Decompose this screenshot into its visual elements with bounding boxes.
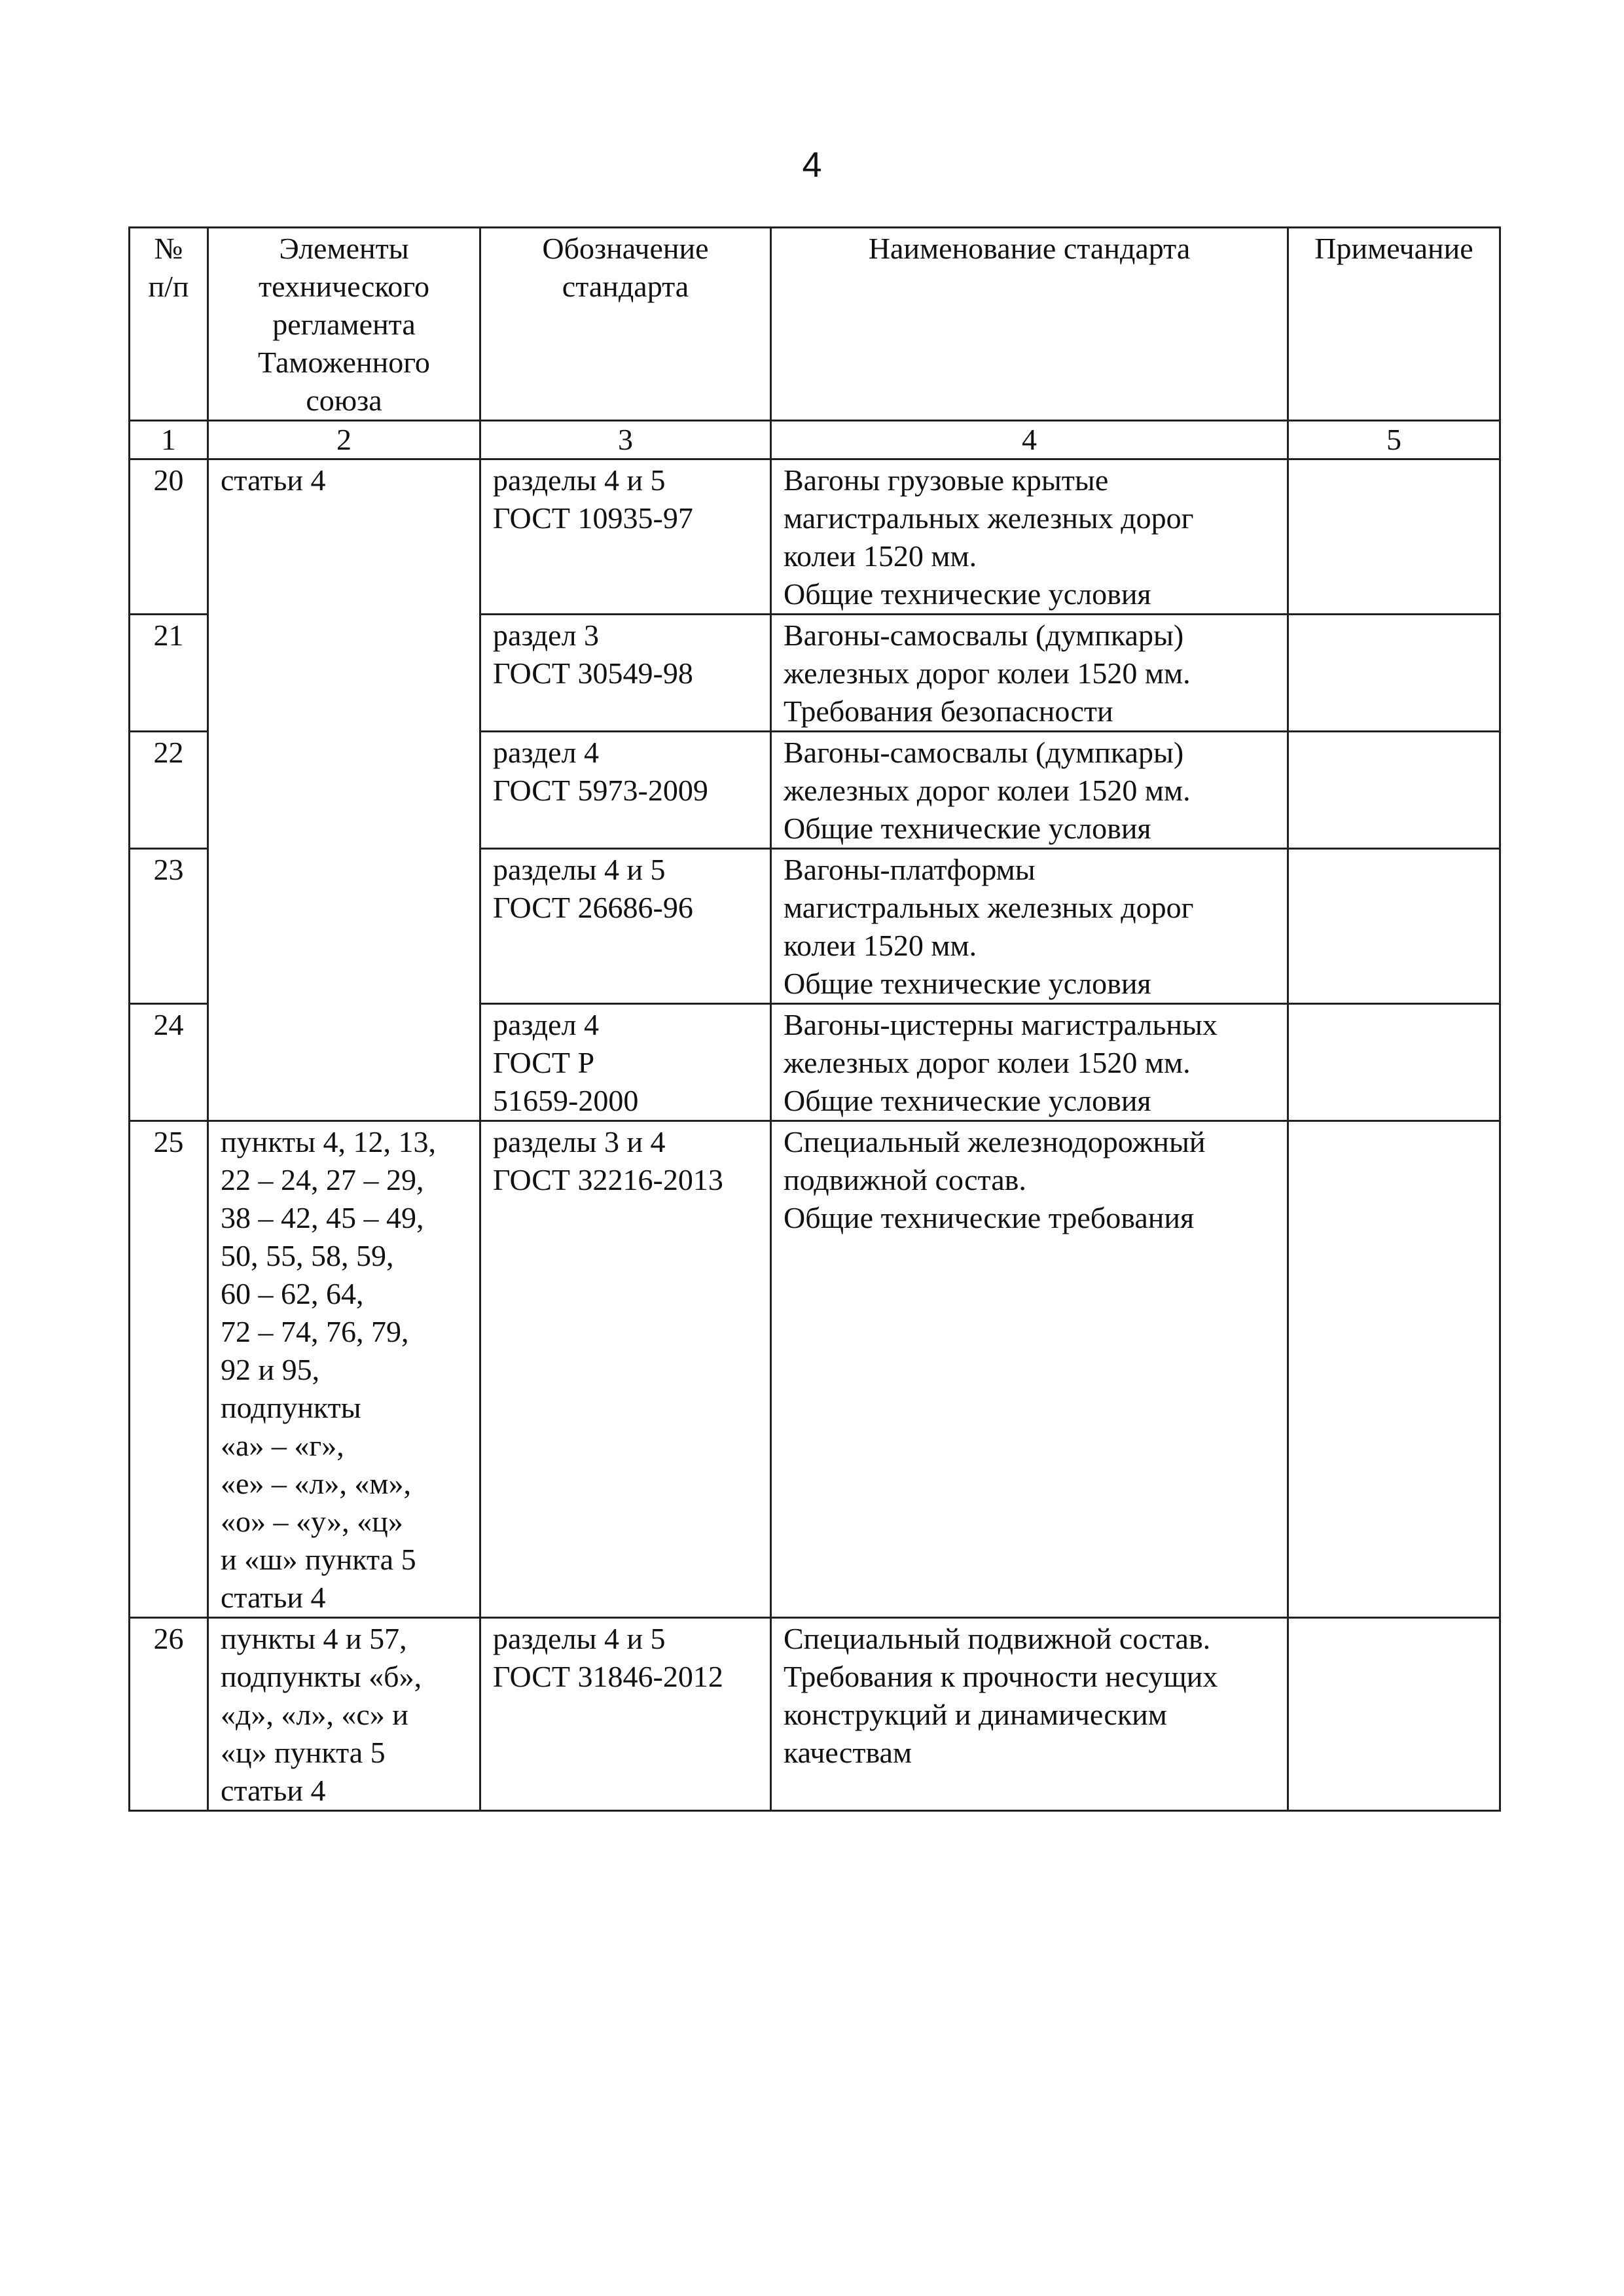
cell-line: Вагоны-самосвалы (думпкары) (784, 736, 1184, 769)
cell-line: Специальный подвижной состав. (784, 1622, 1211, 1655)
cell-line: Вагоны-платформы (784, 853, 1036, 886)
cell-line: «а» – «г», (221, 1429, 344, 1462)
cell-line: Вагоны грузовые крытые (784, 463, 1109, 497)
cell-line: Общие технические условия (784, 967, 1151, 1000)
cell-line: колеи 1520 мм. (784, 539, 977, 573)
header-elements (208, 228, 480, 421)
header-line: Наименование стандарта (868, 232, 1191, 265)
standards-table (128, 226, 1501, 1812)
cell-line: 60 – 62, 64, (221, 1277, 364, 1310)
cell-line: разделы 4 и 5 (493, 463, 666, 497)
column-number: 3 (480, 421, 771, 459)
header-note (1288, 228, 1500, 421)
row-elements (208, 1618, 480, 1811)
cell-line: железных дорог колеи 1520 мм. (784, 774, 1191, 807)
cell-line: статьи 4 (221, 1774, 326, 1807)
row-standard-name (771, 615, 1288, 732)
row-elements-merged: статьи 4 (208, 459, 480, 1121)
cell-line: разделы 4 и 5 (493, 853, 666, 886)
row-number: 23 (130, 849, 208, 1004)
column-number: 5 (1288, 421, 1500, 459)
row-note (1288, 1121, 1500, 1618)
cell-line: подвижной состав. (784, 1163, 1026, 1196)
cell-line: Общие технические условия (784, 577, 1151, 611)
row-note (1288, 615, 1500, 732)
row-note (1288, 732, 1500, 849)
cell-line: раздел 4 (493, 736, 600, 769)
cell-line: Общие технические условия (784, 812, 1151, 845)
header-standard-name (771, 228, 1288, 421)
row-designation (480, 1618, 771, 1811)
row-standard-name (771, 732, 1288, 849)
cell-line: «ц» пункта 5 (221, 1736, 386, 1769)
cell-line: разделы 3 и 4 (493, 1125, 666, 1158)
cell-line: Общие технические требования (784, 1201, 1195, 1234)
cell-line: Вагоны-цистерны магистральных (784, 1008, 1218, 1041)
cell-line: ГОСТ 10935-97 (493, 501, 693, 535)
header-line: Примечание (1314, 232, 1473, 265)
cell-line: конструкций и динамическим (784, 1698, 1167, 1731)
row-note (1288, 1004, 1500, 1121)
header-line: стандарта (562, 270, 689, 303)
header-number (130, 228, 208, 421)
cell-line: 92 и 95, (221, 1353, 320, 1386)
column-number: 4 (771, 421, 1288, 459)
cell-line: подпункты (221, 1391, 361, 1424)
header-line: Таможенного (258, 346, 430, 379)
page-number: 4 (802, 145, 822, 185)
table-row (130, 1618, 1500, 1811)
row-standard-name (771, 1004, 1288, 1121)
cell-line: 38 – 42, 45 – 49, (221, 1201, 424, 1234)
row-designation (480, 459, 771, 615)
cell-line: Общие технические условия (784, 1084, 1151, 1117)
cell-line: пункты 4, 12, 13, (221, 1125, 436, 1158)
cell-line: «е» – «л», «м», (221, 1467, 411, 1500)
row-designation (480, 849, 771, 1004)
cell-line: ГОСТ 31846-2012 (493, 1660, 723, 1693)
row-note (1288, 849, 1500, 1004)
cell-line: Требования к прочности несущих (784, 1660, 1218, 1693)
row-number: 25 (130, 1121, 208, 1618)
cell-line: 72 – 74, 76, 79, (221, 1315, 409, 1348)
cell-line: ГОСТ 30549-98 (493, 656, 693, 690)
row-note (1288, 459, 1500, 615)
cell-line: Требования безопасности (784, 694, 1113, 728)
header-line: регламента (272, 308, 416, 341)
cell-line: железных дорог колеи 1520 мм. (784, 656, 1191, 690)
row-number: 21 (130, 615, 208, 732)
header-line: союза (306, 384, 382, 417)
cell-line: раздел 3 (493, 619, 600, 652)
cell-line: ГОСТ 5973-2009 (493, 774, 708, 807)
cell-line: пункты 4 и 57, (221, 1622, 407, 1655)
table-row (130, 459, 1500, 615)
table-header-row (130, 228, 1500, 421)
header-line: Обозначение (542, 232, 709, 265)
cell-line: статьи 4 (221, 1581, 326, 1614)
cell-line: магистральных железных дорог (784, 891, 1194, 924)
row-designation (480, 732, 771, 849)
row-number: 20 (130, 459, 208, 615)
row-standard-name (771, 1121, 1288, 1618)
row-standard-name (771, 459, 1288, 615)
row-designation (480, 1004, 771, 1121)
row-standard-name (771, 1618, 1288, 1811)
row-designation (480, 1121, 771, 1618)
cell-line: разделы 4 и 5 (493, 1622, 666, 1655)
column-number: 2 (208, 421, 480, 459)
cell-line: «о» – «у», «ц» (221, 1505, 403, 1538)
cell-line: качествам (784, 1736, 912, 1769)
cell-line: подпункты «б», (221, 1660, 422, 1693)
header-line: Элементы (279, 232, 409, 265)
table-row (130, 1121, 1500, 1618)
cell-line: колеи 1520 мм. (784, 929, 977, 962)
cell-line: раздел 4 (493, 1008, 600, 1041)
row-number: 24 (130, 1004, 208, 1121)
cell-line: 51659-2000 (493, 1084, 639, 1117)
row-standard-name (771, 849, 1288, 1004)
cell-line: и «ш» пункта 5 (221, 1543, 416, 1576)
header-line: № (154, 232, 183, 265)
cell-line: 50, 55, 58, 59, (221, 1239, 394, 1272)
row-elements (208, 1121, 480, 1618)
header-line: п/п (148, 270, 189, 303)
cell-line: ГОСТ 26686-96 (493, 891, 693, 924)
cell-line: ГОСТ Р (493, 1046, 595, 1079)
row-note (1288, 1618, 1500, 1811)
cell-line: железных дорог колеи 1520 мм. (784, 1046, 1191, 1079)
cell-line: 22 – 24, 27 – 29, (221, 1163, 424, 1196)
cell-line: Специальный железнодорожный (784, 1125, 1206, 1158)
cell-line: «д», «л», «с» и (221, 1698, 408, 1731)
header-line: технического (259, 270, 429, 303)
row-number: 26 (130, 1618, 208, 1811)
column-numbers-row (130, 421, 1500, 459)
cell-line: Вагоны-самосвалы (думпкары) (784, 619, 1184, 652)
cell-line: магистральных железных дорог (784, 501, 1194, 535)
header-designation (480, 228, 771, 421)
row-number: 22 (130, 732, 208, 849)
row-designation (480, 615, 771, 732)
cell-line: ГОСТ 32216-2013 (493, 1163, 723, 1196)
column-number: 1 (130, 421, 208, 459)
